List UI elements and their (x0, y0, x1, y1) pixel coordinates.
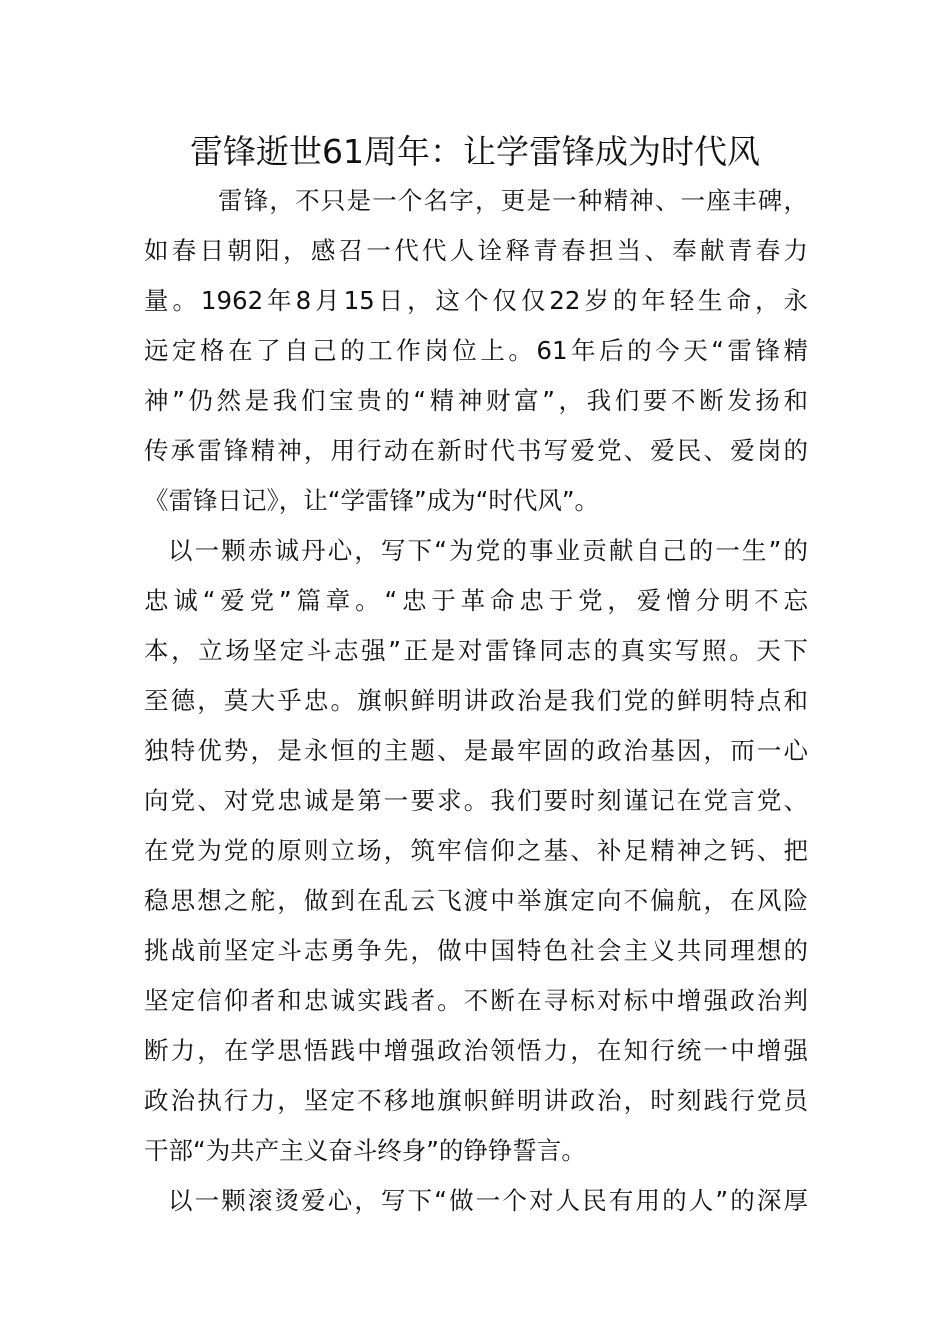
paragraph-line: 远定格在了自己的工作岗位上。61年后的今天“雷锋精 (144, 336, 808, 365)
paragraph-line: 政治执行力，坚定不移地旗帜鲜明讲政治，时刻践行党员 (144, 1086, 808, 1115)
paragraph-line: 量。1962年8月15日，这个仅仅22岁的年轻生命，永 (144, 286, 808, 315)
paragraph-line: 雷锋，不只是一个名字，更是一种精神、一座丰碑， (218, 186, 808, 215)
paragraph-line: 断力，在学思悟践中增强政治领悟力，在知行统一中增强 (144, 1036, 808, 1065)
paragraph-line: 向党、对党忠诚是第一要求。我们要时刻谨记在党言党、 (144, 786, 808, 815)
document-title: 雷锋逝世61周年：让学雷锋成为时代风 (190, 132, 760, 171)
paragraph-line: 如春日朝阳，感召一代代人诠释青春担当、奉献青春力 (144, 236, 808, 265)
paragraph-line: 传承雷锋精神，用行动在新时代书写爱党、爱民、爱岗的 (144, 436, 808, 465)
paragraph-line: 本，立场坚定斗志强”正是对雷锋同志的真实写照。天下 (144, 636, 808, 665)
paragraph-line: 独特优势，是永恒的主题、是最牢固的政治基因，而一心 (144, 736, 808, 765)
paragraph-line: 忠诚“爱党”篇章。“忠于革命忠于党，爱憎分明不忘 (144, 586, 808, 615)
paragraph-line: 挑战前坚定斗志勇争先，做中国特色社会主义共同理想的 (144, 936, 808, 965)
paragraph-line: 以一颗滚烫爱心，写下“做一个对人民有用的人”的深厚 (168, 1186, 808, 1215)
paragraph-line: 以一颗赤诚丹心，写下“为党的事业贡献自己的一生”的 (168, 536, 808, 565)
paragraph-line: 《雷锋日记》，让“学雷锋”成为“时代风”。 (144, 486, 600, 515)
paragraph-line: 在党为党的原则立场，筑牢信仰之基、补足精神之钙、把 (144, 836, 808, 865)
paragraph-line: 坚定信仰者和忠诚实践者。不断在寻标对标中增强政治判 (144, 986, 808, 1015)
paragraph-line: 神”仍然是我们宝贵的“精神财富”，我们要不断发扬和 (144, 386, 808, 415)
paragraph-line: 稳思想之舵，做到在乱云飞渡中举旗定向不偏航，在风险 (144, 886, 808, 915)
paragraph-line: 至德，莫大乎忠。旗帜鲜明讲政治是我们党的鲜明特点和 (144, 686, 808, 715)
paragraph-line: 干部“为共产主义奋斗终身”的铮铮誓言。 (144, 1136, 586, 1165)
